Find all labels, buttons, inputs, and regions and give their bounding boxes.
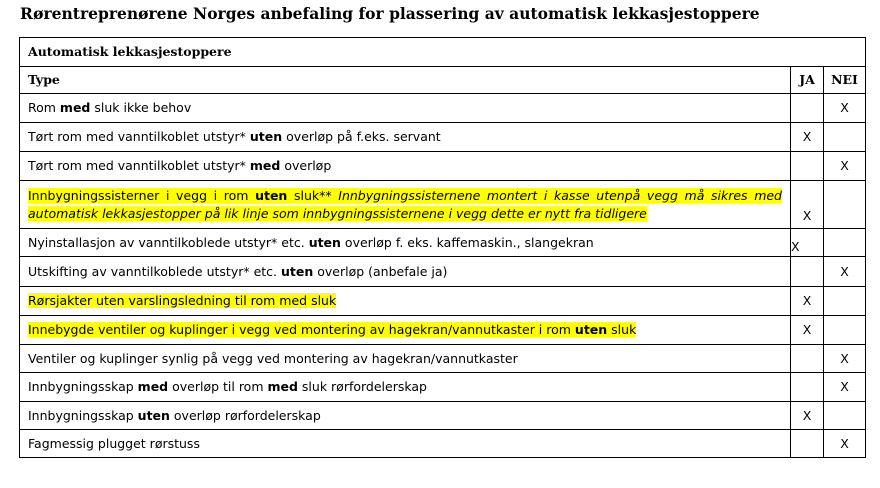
- ja-mark: [791, 430, 824, 458]
- row-text-part: overløp: [280, 158, 332, 173]
- ja-mark: [791, 257, 824, 287]
- table-row: [20, 123, 866, 152]
- row-type-cell: [20, 229, 791, 257]
- table-row: [20, 430, 866, 458]
- table-row: [20, 229, 866, 257]
- row-text-part: sluk: [607, 322, 637, 337]
- table-row: [20, 402, 866, 430]
- nei-mark: X: [824, 373, 866, 402]
- ja-mark: X: [791, 181, 824, 229]
- row-type-text: [28, 408, 321, 423]
- row-type-cell: [20, 373, 791, 402]
- row-type-text: [28, 188, 782, 221]
- table-row: [20, 287, 866, 316]
- table-row: [20, 152, 866, 181]
- row-type-cell: [20, 287, 791, 316]
- table-row: [20, 345, 866, 373]
- ja-mark: [791, 152, 824, 181]
- table-row: [20, 181, 866, 229]
- row-text-part: overløp (anbefale ja): [313, 263, 448, 279]
- row-type-text: [28, 293, 336, 308]
- row-type-text: [28, 129, 441, 144]
- nei-mark: X: [824, 152, 866, 181]
- row-type-text: [28, 436, 200, 451]
- column-header-nei: NEI: [824, 67, 866, 94]
- row-text-part: overløp rørfordelerskap: [169, 407, 321, 423]
- recommendation-table: [19, 37, 866, 458]
- section-header: Automatisk lekkasjestoppere: [20, 38, 866, 67]
- row-text-part: Innbygningssisternene montert i kasse utenpå vegg må sikres med automatisk lekkasjestopper på lik linje som innbygningssisternene i vegg dette er nytt fra tidligere: [28, 187, 782, 221]
- ja-mark: [791, 373, 824, 402]
- row-text-part: overløp på f.eks. servant: [282, 129, 441, 144]
- ja-mark: [791, 94, 824, 123]
- row-text-part: overløp til rom: [168, 379, 268, 394]
- row-text-part: uten: [249, 129, 283, 144]
- row-text-part: sluk rørfordelerskap: [297, 379, 427, 394]
- row-type-text: [28, 158, 331, 173]
- row-text-part: Innbygningsskap: [28, 407, 138, 423]
- row-type-cell: [20, 152, 791, 181]
- row-text-part: med: [249, 158, 281, 173]
- row-text-part: med: [59, 100, 91, 115]
- row-text-part: sluk ikke behov: [90, 100, 192, 115]
- nei-mark: X: [824, 345, 866, 373]
- ja-mark: X: [791, 123, 824, 152]
- ja-mark: X: [791, 229, 824, 257]
- ja-mark: [791, 345, 824, 373]
- row-text-part: uten: [574, 322, 608, 337]
- row-text-part: sluk**: [287, 187, 339, 203]
- row-type-cell: [20, 181, 791, 229]
- row-text-part: med: [267, 379, 298, 394]
- row-type-cell: [20, 94, 791, 123]
- row-text-part: overløp f. eks. kaffemaskin., slangekran: [340, 234, 594, 250]
- column-header-row: [20, 67, 866, 94]
- nei-mark: [824, 123, 866, 152]
- table-row: [20, 316, 866, 345]
- nei-mark: [824, 229, 866, 257]
- row-text-part: Nyinstallasjon av vanntilkoblede utstyr* etc.: [28, 234, 309, 250]
- nei-mark: [824, 316, 866, 345]
- table-row: [20, 94, 866, 123]
- column-header-type: Type: [20, 67, 791, 94]
- row-text-part: uten: [137, 407, 170, 423]
- row-type-text: [28, 264, 447, 279]
- row-text-part: uten: [308, 234, 341, 250]
- ja-mark: X: [791, 316, 824, 345]
- section-header-row: [20, 38, 866, 67]
- row-text-part: Ventiler og kuplinger synlig på vegg ved montering av hagekran/vannutkaster: [28, 350, 518, 366]
- page-title: Rørentreprenørene Norges anbefaling for plassering av automatisk lekkasjestoppere: [20, 4, 760, 23]
- row-text-part: Tørt rom med vanntilkoblet utstyr*: [28, 158, 250, 173]
- nei-mark: X: [824, 430, 866, 458]
- row-text-part: Tørt rom med vanntilkoblet utstyr*: [28, 129, 250, 144]
- row-text-part: Fagmessig plugget rørstuss: [28, 435, 200, 451]
- row-text-part: Innebygde ventiler og kuplinger i vegg ved montering av hagekran/vannutkaster i rom: [28, 322, 575, 337]
- row-type-cell: [20, 430, 791, 458]
- row-type-cell: [20, 316, 791, 345]
- nei-mark: X: [824, 257, 866, 287]
- nei-mark: [824, 402, 866, 430]
- row-text-part: Utskifting av vanntilkoblede utstyr* etc.: [28, 263, 281, 279]
- row-type-cell: [20, 402, 791, 430]
- row-type-cell: [20, 123, 791, 152]
- row-type-text: [28, 322, 636, 337]
- row-type-cell: [20, 257, 791, 287]
- row-text-part: med: [137, 379, 169, 394]
- row-text-part: Rom: [28, 100, 60, 115]
- ja-mark: X: [791, 287, 824, 316]
- column-header-ja: JA: [791, 67, 824, 94]
- row-text-part: uten: [281, 263, 314, 279]
- nei-mark: X: [824, 94, 866, 123]
- ja-mark: X: [791, 402, 824, 430]
- table-row: [20, 373, 866, 402]
- row-text-part: Innbygningsskap: [28, 379, 138, 394]
- nei-mark: [824, 287, 866, 316]
- row-type-cell: [20, 345, 791, 373]
- row-type-text: [28, 100, 191, 115]
- nei-mark: [824, 181, 866, 229]
- row-text-part: Innbygningssisterner i vegg i rom: [28, 187, 256, 203]
- table-row: [20, 257, 866, 287]
- row-text-part: Rørsjakter uten varslingsledning til rom med sluk: [28, 293, 337, 308]
- row-type-text: [28, 235, 594, 250]
- row-type-text: [28, 379, 427, 394]
- row-text-part: uten: [255, 187, 288, 203]
- row-type-text: [28, 351, 518, 366]
